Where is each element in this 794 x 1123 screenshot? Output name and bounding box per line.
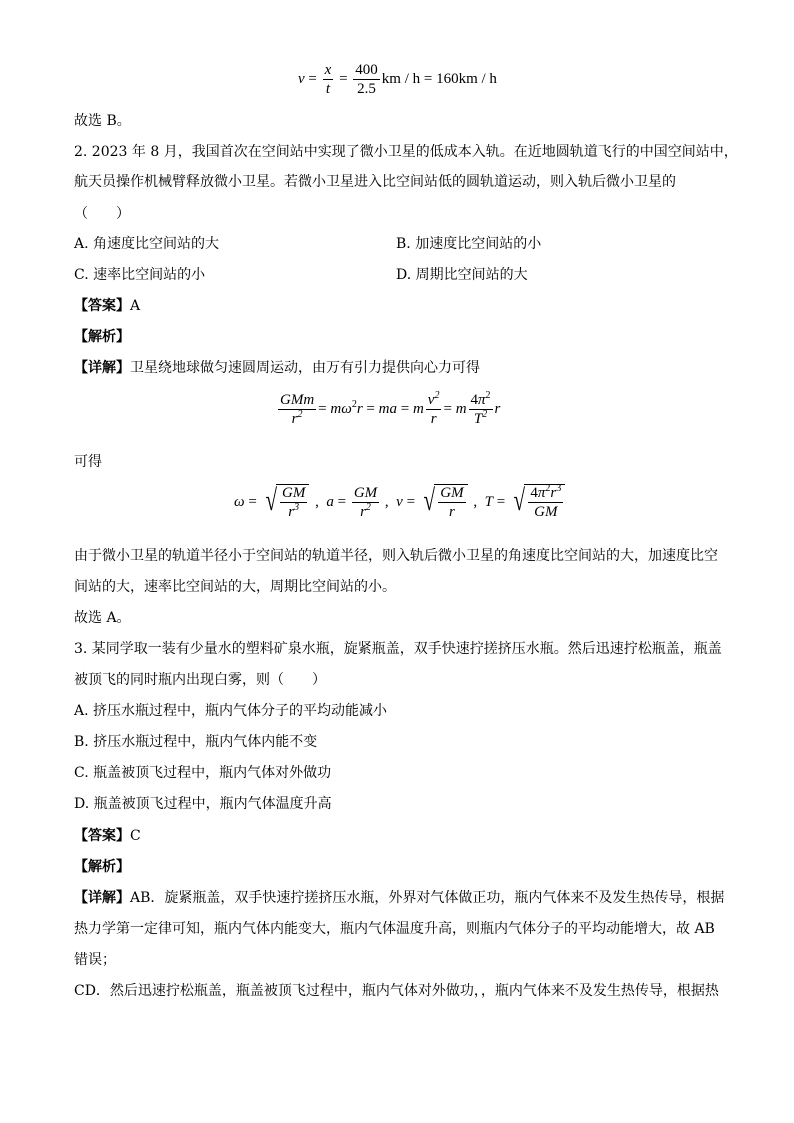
q2-paren: （ ）: [74, 206, 130, 222]
q3-stem-line2: 被顶飞的同时瓶内出现白雾，则（ ）: [74, 672, 326, 688]
answer-value: C: [130, 828, 141, 844]
conclusion-q1: 故选 B。: [74, 113, 131, 129]
q2-analysis-label: 【解析】: [74, 329, 130, 345]
formula-v: v: [298, 71, 305, 87]
formula-gravitation: $\frac{\text{GMm}}{r^2}$ = $m\omega^2r$ = ma = m $\frac{v^2}{r}$ = m $\frac{4\pi^2}{T^2}$ r: [280, 390, 501, 427]
formula-results: ω = √ $\frac{GM}{r^3}$ , a = $\frac{GM}{r^2}$ , v = √ $\frac{GM}{r}$ , T = √ $\frac{4\pi^2r^3}{GM}$: [234, 484, 567, 520]
answer-label: 【答案】: [74, 298, 130, 314]
formula-speed: v = $\frac{x}{t}$ = $\frac{400}{2.5}$ km / h = 160km / h: [298, 62, 497, 97]
q3-option-c: C. 瓶盖被顶飞过程中，瓶内气体对外做功: [74, 765, 332, 781]
answer-label: 【答案】: [74, 828, 130, 844]
q2-explanation-line1: 由于微小卫星的轨道半径小于空间站的轨道半径，则入轨后微小卫星的角速度比空间站的大，加速度比空: [74, 548, 718, 564]
detail-text: 卫星绕地球做匀速圆周运动，由万有引力提供向心力可得: [130, 360, 480, 376]
q3-detail-line2: 热力学第一定律可知，瓶内气体内能变大，瓶内气体温度升高，则瓶内气体分子的平均动能增大，故 AB: [74, 921, 715, 937]
q2-option-a: A. 角速度比空间站的大: [74, 236, 220, 252]
detail-label: 【详解】: [74, 890, 130, 906]
q2-explanation-line2: 间站的大，速率比空间站的大，周期比空间站的小。: [74, 579, 396, 595]
q2-answer: [74, 296, 140, 316]
q3-analysis-label: 【解析】: [74, 859, 130, 875]
q2-option-d: D. 周期比空间站的大: [396, 267, 528, 283]
detail-text: AB．旋紧瓶盖，双手快速拧搓挤压水瓶，外界对气体做正功，瓶内气体来不及发生热传导，根据: [130, 890, 725, 906]
q2-option-c: C. 速率比空间站的小: [74, 267, 206, 283]
formula-speed-tail: km / h = 160km / h: [381, 71, 497, 87]
fraction-x-over-t: $\frac{x}{t}$: [324, 62, 332, 97]
q3-option-a: A. 挤压水瓶过程中，瓶内气体分子的平均动能减小: [74, 703, 388, 719]
q3-detail-line3: 错误；: [74, 952, 116, 968]
q2-stem-line2: 航天员操作机械臂释放微小卫星。若微小卫星进入比空间站低的圆轨道运动，则入轨后微小卫星的: [74, 174, 676, 190]
q3-option-b: B. 挤压水瓶过程中，瓶内气体内能不变: [74, 734, 318, 750]
q3-option-d: D. 瓶盖被顶飞过程中，瓶内气体温度升高: [74, 796, 332, 812]
q2-detail: [74, 358, 480, 378]
q2-conclusion: 故选 A。: [74, 610, 131, 626]
answer-value: A: [130, 298, 141, 314]
q2-option-b: B. 加速度比空间站的小: [396, 236, 542, 252]
q3-detail-line4: CD．然后迅速拧松瓶盖，瓶盖被顶飞过程中，瓶内气体对外做功，，瓶内气体来不及发生热传导，根据热: [74, 983, 719, 999]
q2-kede: 可得: [74, 454, 102, 470]
q3-answer: [74, 826, 141, 846]
q2-stem-line1: 2. 2023 年 8 月，我国首次在空间站中实现了微小卫星的低成本入轨。在近地圆轨道飞行的中国空间站中，: [74, 144, 738, 160]
fraction-400-over-2.5: $\frac{400}{2.5}$: [355, 62, 378, 97]
q3-detail-line1: [74, 888, 724, 908]
q3-stem-line1: 3. 某同学取一装有少量水的塑料矿泉水瓶，旋紧瓶盖，双手快速拧搓挤压水瓶。然后迅速拧松瓶盖，瓶盖: [74, 641, 722, 657]
detail-label: 【详解】: [74, 360, 130, 376]
